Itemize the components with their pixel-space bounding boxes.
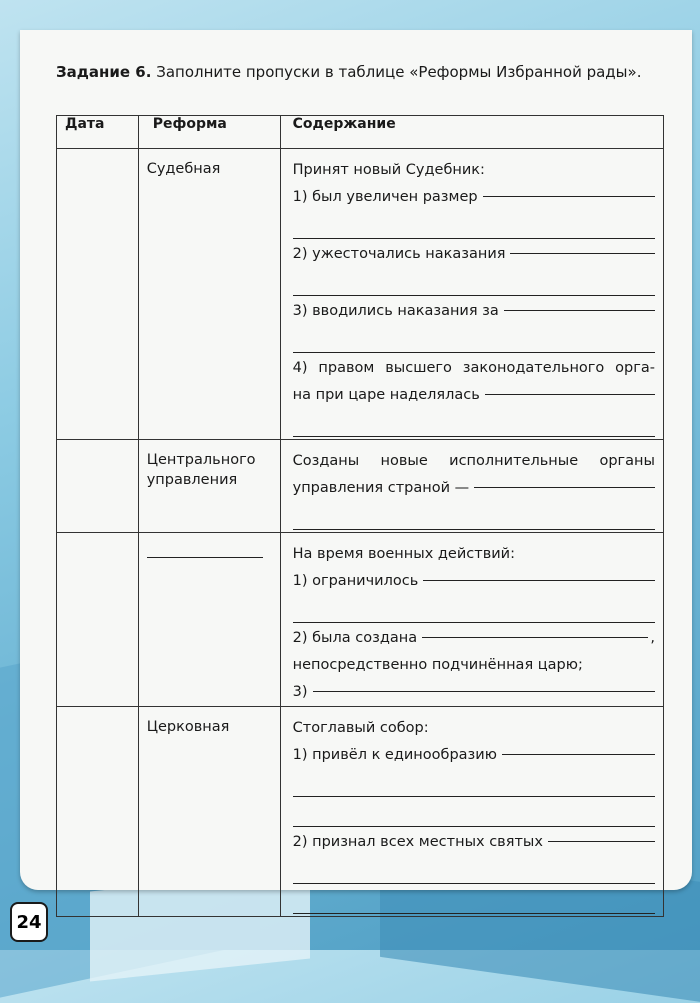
reform-cell [138, 149, 280, 440]
fill-line[interactable]: 3) [293, 679, 655, 706]
task-text: Заполните пропуски в таблице «Реформы Избранной рады». [156, 63, 642, 81]
fill-line[interactable]: на при царе наделялась [293, 382, 655, 409]
table-row [57, 707, 664, 917]
content-heading: Принят новый Судебник: [292, 162, 485, 178]
date-cell[interactable] [57, 533, 139, 707]
reform-cell[interactable] [138, 533, 280, 707]
blank-line[interactable] [293, 769, 655, 797]
content-heading: На время военных действий: [292, 546, 515, 562]
date-cell[interactable] [57, 707, 139, 917]
page-number: 24 [10, 902, 48, 942]
table-row [57, 440, 664, 533]
fill-line[interactable]: 2) ужесточались наказания [293, 241, 655, 268]
reform-name: Центрального управления [146, 452, 256, 488]
content-heading: Стоглавый собор: [292, 720, 429, 736]
header-date: Дата [57, 116, 139, 149]
workbook-page [20, 30, 692, 890]
blank-line[interactable] [293, 595, 655, 623]
fill-line[interactable]: 1) привёл к единообразию [293, 742, 655, 769]
blank-line[interactable] [293, 886, 655, 914]
content-cell [280, 533, 663, 707]
table-header-row [57, 116, 664, 149]
task-heading [56, 63, 641, 81]
blank-line[interactable] [293, 502, 655, 530]
header-content: Содержание [280, 116, 663, 149]
content-cell [280, 707, 663, 917]
content-cell [280, 440, 663, 533]
blank-line[interactable] [293, 325, 655, 353]
reform-blank-line[interactable] [147, 547, 263, 558]
reform-cell [138, 440, 280, 533]
blank-line[interactable] [293, 856, 655, 884]
header-reform: Реформа [138, 116, 280, 149]
blank-line[interactable] [293, 268, 655, 296]
fill-line[interactable]: 2) признал всех местных святых [293, 829, 655, 856]
reforms-table [56, 115, 664, 917]
blank-line[interactable] [293, 409, 655, 437]
fill-line[interactable]: 3) вводились наказания за [293, 298, 655, 325]
blank-line[interactable] [293, 211, 655, 239]
blank-line[interactable] [293, 799, 655, 827]
reform-cell [138, 707, 280, 917]
date-cell[interactable] [57, 149, 139, 440]
date-cell[interactable] [57, 440, 139, 533]
content-text: непосредственно подчинённая царю; [292, 657, 583, 673]
reform-name: Судебная [146, 161, 221, 177]
content-heading: Созданы новые исполнительные органы [292, 453, 655, 469]
task-number: Задание 6. [56, 63, 152, 81]
content-cell [280, 149, 663, 440]
content-text: 4) правом высшего законодательного орга- [292, 360, 655, 376]
fill-line[interactable]: 2) была создана , [292, 630, 655, 646]
fill-line[interactable]: 1) был увеличен размер [293, 184, 655, 211]
fill-line[interactable]: управления страной — [293, 475, 655, 502]
fill-line[interactable]: 1) ограничилось [293, 568, 655, 595]
reform-name: Церковная [146, 719, 230, 735]
table-row [57, 533, 664, 707]
table-row [57, 149, 664, 440]
